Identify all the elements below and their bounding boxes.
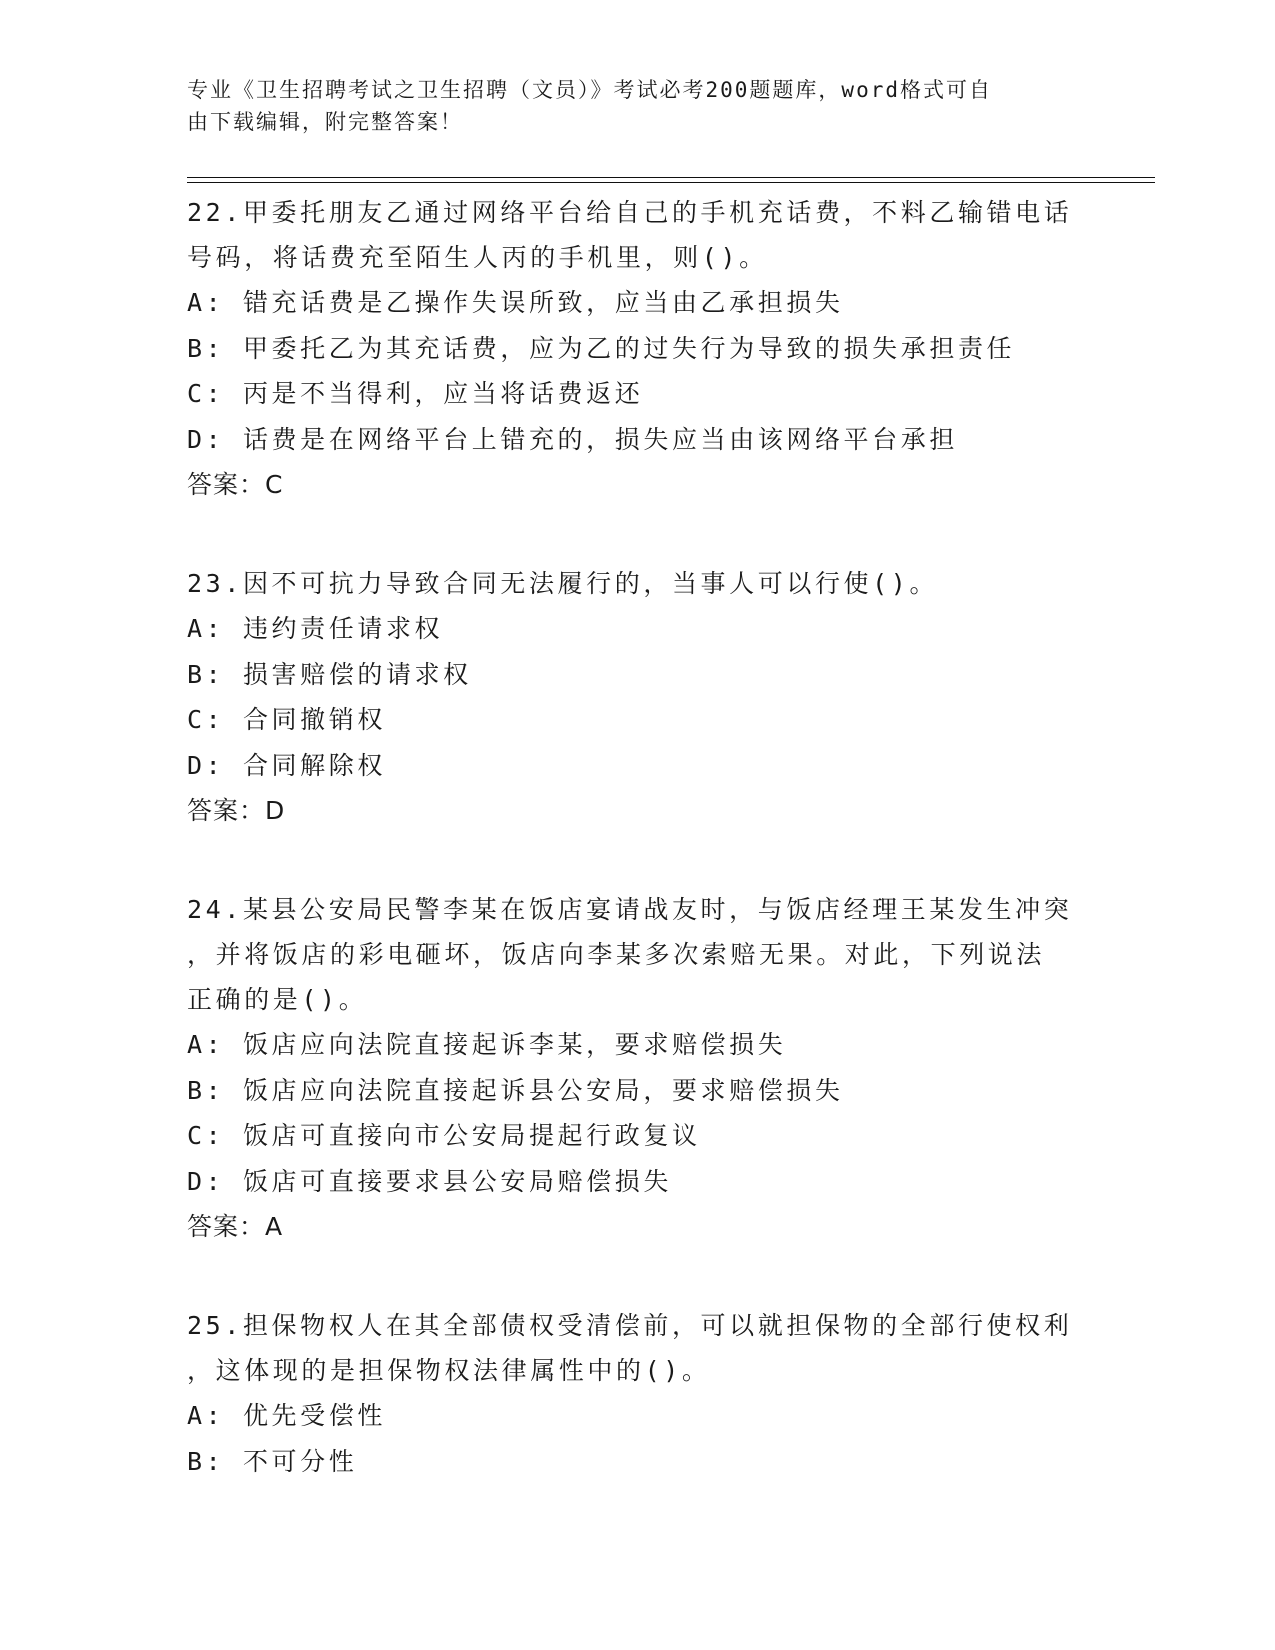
answer-option: D: 饭店可直接要求县公安局赔偿损失	[187, 1166, 672, 1196]
header-line-1: 专业《卫生招聘考试之卫生招聘（文员）》考试必考200题题库，word格式可自	[187, 78, 992, 102]
header-divider-top	[187, 177, 1155, 178]
header-divider-bottom	[187, 182, 1155, 183]
question-text: 正确的是()。	[187, 985, 368, 1014]
answer-option: D: 合同解除权	[187, 750, 386, 780]
answer-option: B: 饭店应向法院直接起诉县公安局，要求赔偿损失	[187, 1075, 844, 1105]
question-block	[187, 887, 1087, 1250]
question-text: ，这体现的是担保物权法律属性中的()。	[187, 1356, 711, 1385]
question-text: 24.某县公安局民警李某在饭店宴请战友时，与饭店经理王某发生冲突	[187, 895, 1073, 924]
question-text: 号码，将话费充至陌生人丙的手机里，则()。	[187, 243, 768, 272]
question-text: 22.甲委托朋友乙通过网络平台给自己的手机充话费，不料乙输错电话	[187, 198, 1073, 227]
question-text: 25.担保物权人在其全部债权受清偿前，可以就担保物的全部行使权利	[187, 1311, 1073, 1340]
answer-option: A: 优先受偿性	[187, 1401, 386, 1430]
question-text: 23.因不可抗力导致合同无法履行的，当事人可以行使()。	[187, 569, 939, 598]
answer-option: B: 损害赔偿的请求权	[187, 659, 472, 689]
answer-option: A: 违约责任请求权	[187, 614, 444, 643]
document-header	[187, 74, 1067, 138]
answer-key: 答案：D	[187, 796, 286, 825]
answer-option: D: 话费是在网络平台上错充的，损失应当由该网络平台承担	[187, 424, 958, 454]
answer-key: 答案：A	[187, 1212, 284, 1241]
question-list	[187, 190, 1087, 1537]
answer-key: 答案：C	[187, 470, 284, 499]
answer-option: B: 甲委托乙为其充话费，应为乙的过失行为导致的损失承担责任	[187, 333, 1016, 363]
answer-option: A: 饭店应向法院直接起诉李某，要求赔偿损失	[187, 1030, 787, 1059]
answer-option: C: 丙是不当得利，应当将话费返还	[187, 379, 644, 408]
answer-option: C: 饭店可直接向市公安局提起行政复议	[187, 1121, 701, 1150]
question-block	[187, 190, 1087, 508]
header-line-2: 由下载编辑，附完整答案！	[187, 110, 463, 134]
question-text: ，并将饭店的彩电砸坏，饭店向李某多次索赔无果。对此，下列说法	[187, 940, 1046, 969]
answer-option: A: 错充话费是乙操作失误所致，应当由乙承担损失	[187, 288, 844, 317]
question-block	[187, 561, 1087, 834]
question-block	[187, 1303, 1087, 1484]
answer-option: B: 不可分性	[187, 1446, 358, 1476]
answer-option: C: 合同撤销权	[187, 705, 386, 734]
